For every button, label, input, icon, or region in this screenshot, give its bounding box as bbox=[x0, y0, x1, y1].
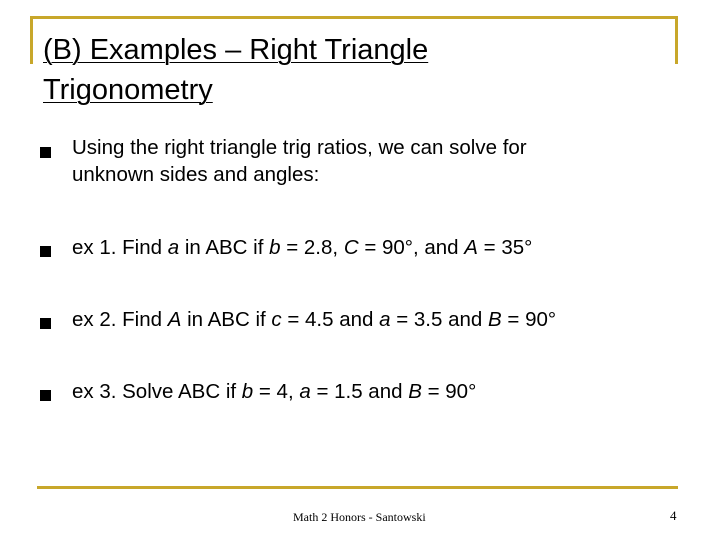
bullet-text: ex 2. Find A in ABC if c = 4.5 and a = 3.5 and B = 90° bbox=[72, 308, 557, 331]
bullet-text: ex 1. Find a in ABC if b = 2.8, C = 90°, and A = 35° bbox=[72, 236, 533, 259]
title-line-1: (B) Examples – Right Triangle bbox=[43, 34, 429, 66]
square-bullet-icon bbox=[40, 246, 51, 257]
square-bullet-icon bbox=[40, 390, 51, 401]
title-frame-right bbox=[675, 16, 678, 64]
footer-text: Math 2 Honors - Santowski bbox=[293, 510, 426, 524]
square-bullet-icon bbox=[40, 318, 51, 329]
title-line-2: Trigonometry bbox=[43, 74, 213, 106]
bullet-text: ex 3. Solve ABC if b = 4, a = 1.5 and B = 90° bbox=[72, 380, 477, 403]
slide-title bbox=[43, 30, 663, 110]
page-number: 4 bbox=[670, 508, 677, 523]
title-frame-top bbox=[30, 16, 678, 19]
footer-divider bbox=[37, 486, 678, 489]
bullet-text: Using the right triangle trig ratios, we can solve for unknown sides and angles: bbox=[72, 136, 527, 186]
square-bullet-icon bbox=[40, 147, 51, 158]
title-frame-left bbox=[30, 16, 33, 64]
